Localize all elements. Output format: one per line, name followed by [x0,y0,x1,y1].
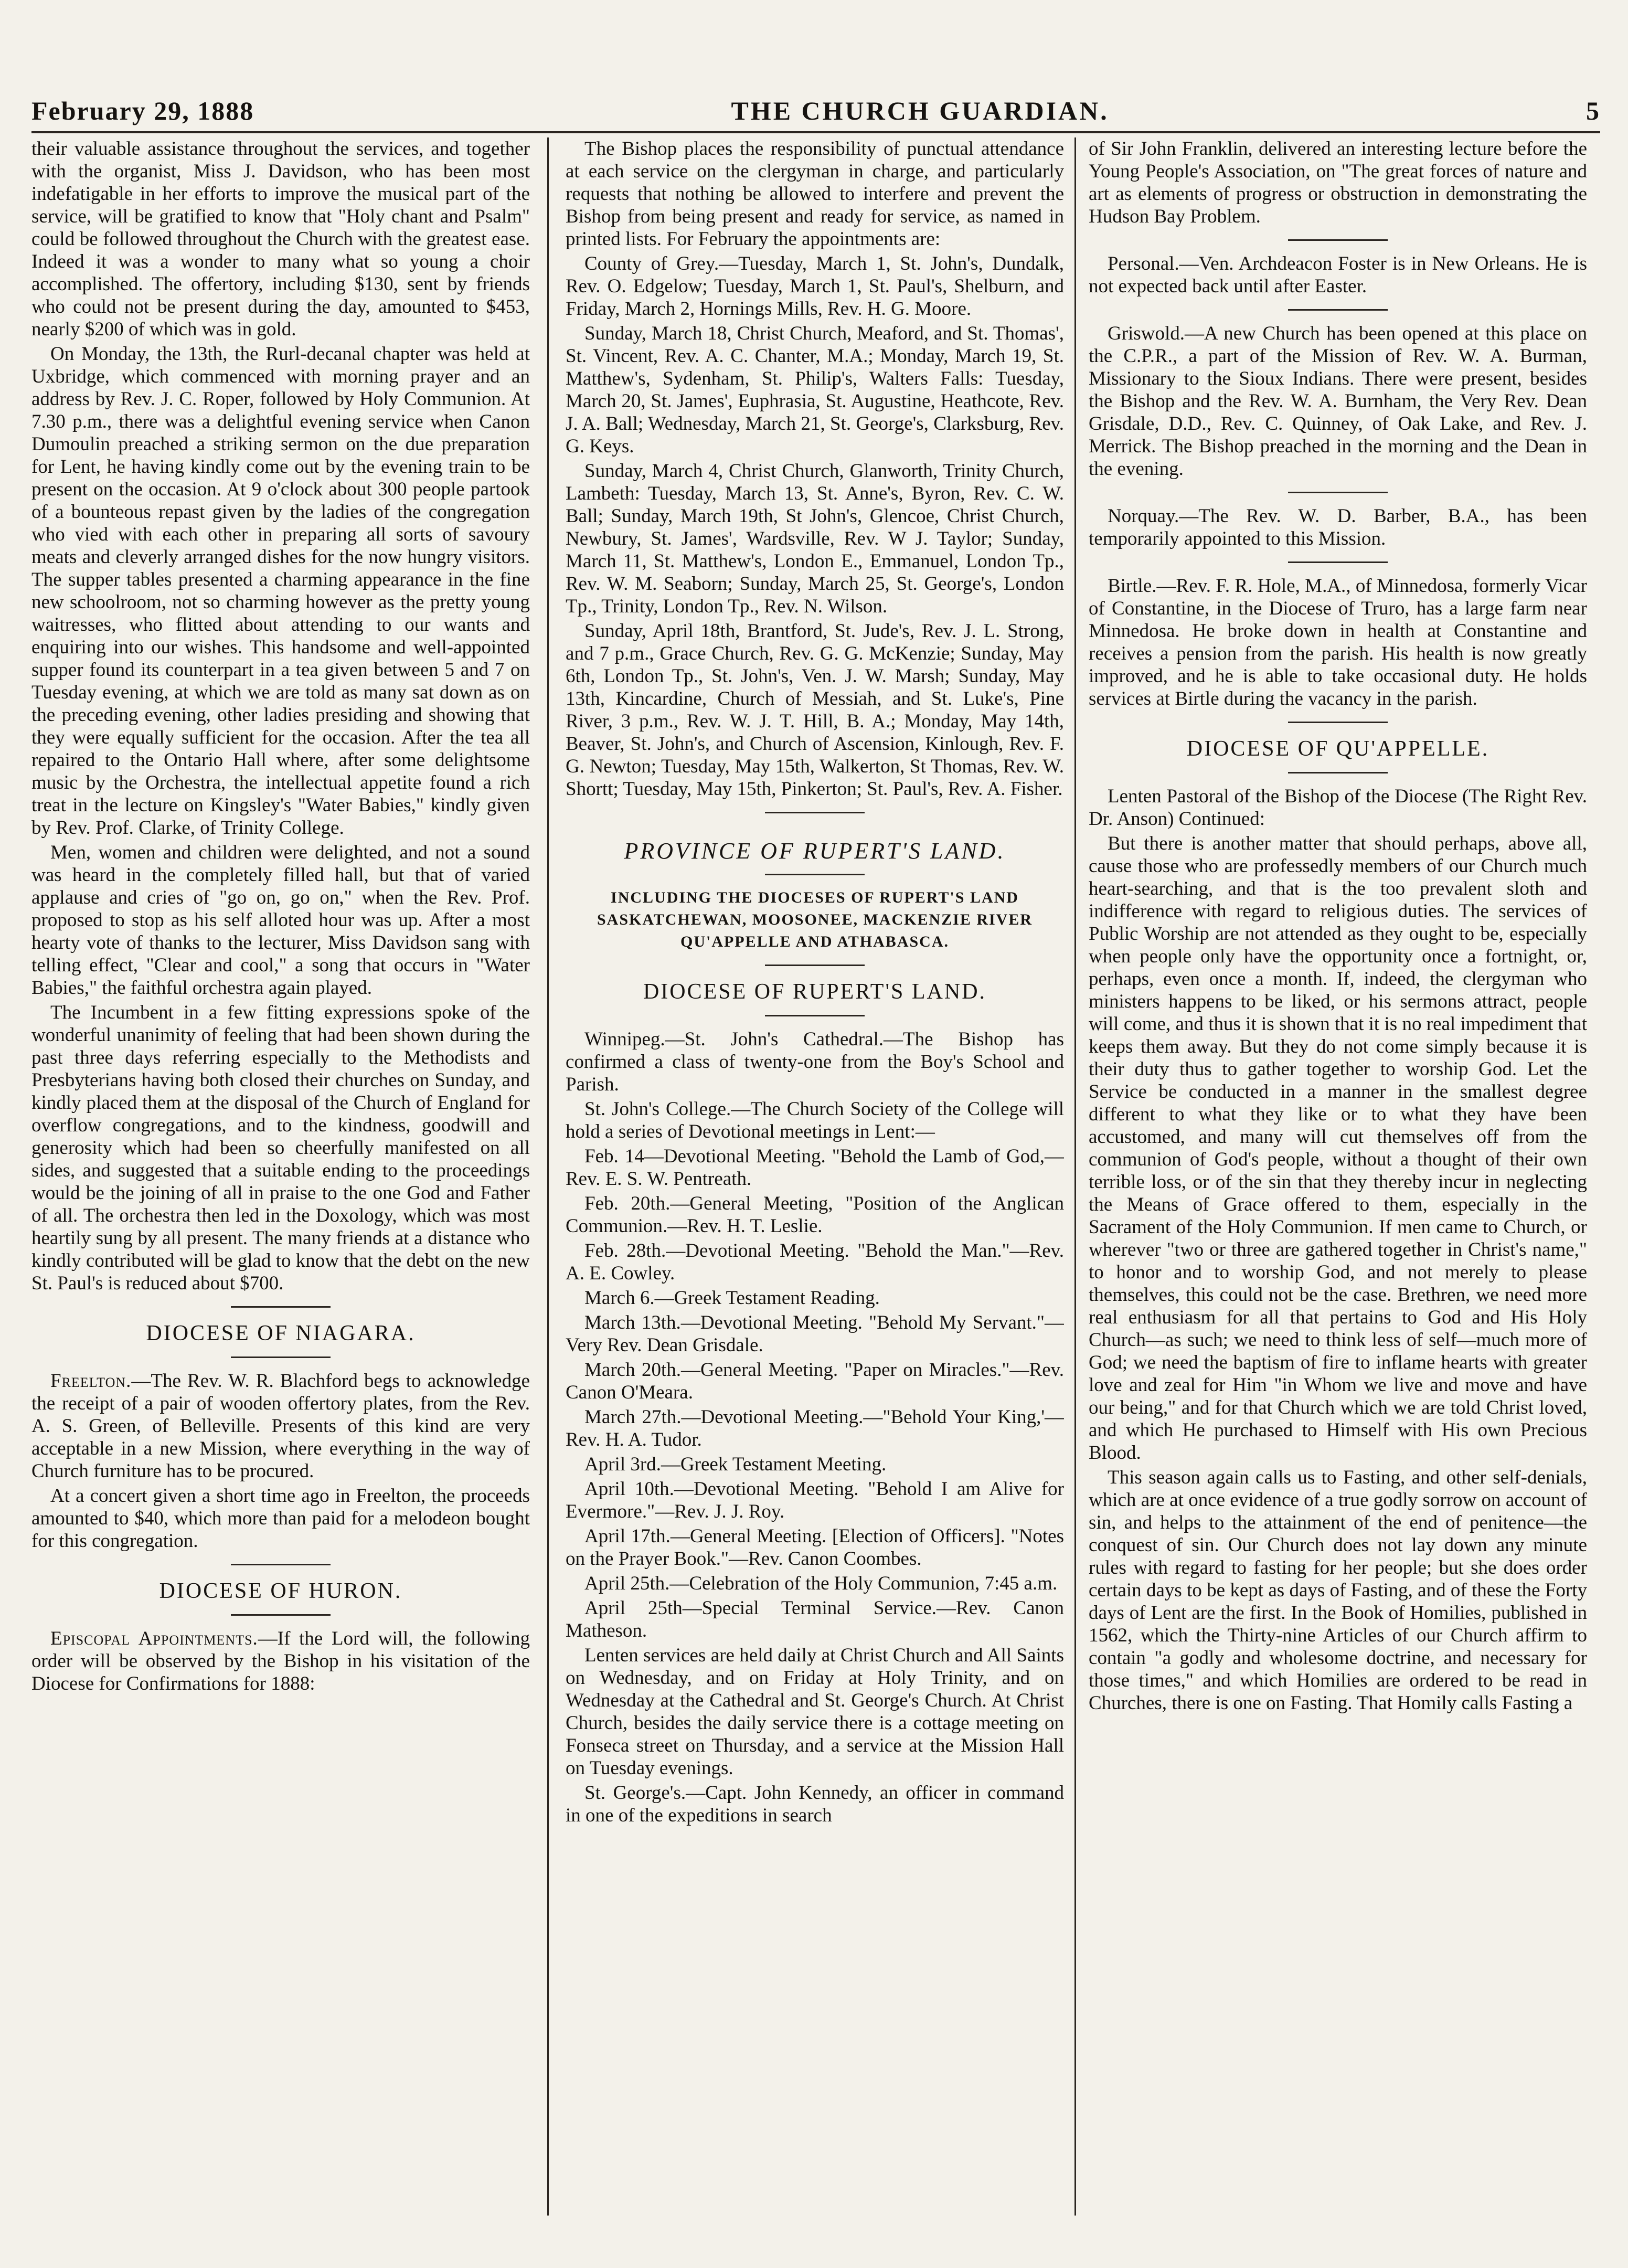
section-heading-ruperts-land: DIOCESE OF RUPERT'S LAND. [643,980,987,1004]
list-item: April 10th.—Devotional Meeting. "Behold I am Alive for Evermore."—Rev. J. J. Roy. [566,1478,1064,1522]
paragraph: Sunday, March 18, Christ Church, Meaford, and St. Thomas', St. Vincent, Rev. A. C. Chanter, M.A.; Monday, March 19, St. Matthew's, Sydenham, St. Philip's, Walters Falls: Tuesday, March 20, St. James', Euphrasia, St. Augustine, Heathcote, Rev. J. A. Ball; Wednesday, March 21, St. George's, Clarksburg, Rev. G. Keys. [566,323,1064,457]
list-item: March 13th.—Devotional Meeting. "Behold My Servant."—Very Rev. Dean Grisdale. [566,1312,1064,1356]
section-rule [765,965,865,966]
lead-in: Episcopal Appointments. [50,1628,258,1649]
paragraph: But there is another matter that should perhaps, above all, cause those who are professedly members of our Church much heart-searching, and that is the too prevalent sloth and indifference with regard to religious duties. The services of Public Worship are not attended as they ought to be, especially when people only have the opportunity once a fortnight, or, perhaps, even once a month. If, indeed, the clergyman who ministers happens to be liked, or his sermons attract, people will come, and thus it is shown that it is no real impediment that keeps them away. But they do not come simply because it is their duty thus to gather together to worship God. Let the Service be conducted in a manner in the smallest degree different to what they like or to what they have been accustomed, and many will cut themselves off from the communion of God's people, without a thought of their own terrible loss, or of the sin that they thereby incur in neglecting the Means of Grace offered to them, especially in the Sacrament of the Holy Communion. If men came to Church, or wherever "two or three are gathered together in Christ's name," to honor and to worship God, and not merely to please themselves, this could not be the case. Brethren, we need more real enthusiasm for all that pertains to God and His Holy Church—as such; we need to think less of self—much more of God; we need the baptism of fire to inflame hearts with greater love and zeal for Him "in Whom we live and move and have our being," and for that Church which we are told Christ loved, and which He purchased to Himself with His own Precious Blood. [1089,833,1587,1464]
list-item: March 27th.—Devotional Meeting.—"Behold Your King,'—Rev. H. A. Tudor. [566,1406,1064,1450]
section-heading-niagara: DIOCESE OF NIAGARA. [146,1321,416,1345]
paragraph: Winnipeg.—St. John's Cathedral.—The Bishop has confirmed a class of twenty-one from the Boy's School and Parish. [566,1029,1064,1095]
paragraph: Sunday, March 4, Christ Church, Glanworth, Trinity Church, Lambeth: Tuesday, March 13, St. Anne's, Byron, Rev. C. W. Ball; Sunday, March 19th, St John's, Glencoe, Christ Church, Newbury, St. James', Wardsville, Rev. W J. Taylor; Sunday, March 11, St. Matthew's, London E., Emmanuel, London Tp., Rev. W. M. Seaborn; Sunday, March 25, St. George's, London Tp., Trinity, London Tp., Rev. N. Wilson. [566,460,1064,617]
section-heading-huron: DIOCESE OF HURON. [159,1579,402,1603]
province-heading: PROVINCE OF RUPERT'S LAND. [624,838,1006,864]
list-item: April 3rd.—Greek Testament Meeting. [584,1454,887,1475]
paragraph: Birtle.—Rev. F. R. Hole, M.A., of Minnedosa, formerly Vicar of Constantine, in the Diocese of Truro, has a large farm near Minnedosa. He broke down in health at Constantine and receives a pension from the parish. His health is now greatly improved, and he is able to take occasional duty. He holds services at Birtle during the vacancy in the parish. [1089,575,1587,709]
section-rule [231,1356,331,1358]
paragraph: St. George's.—Capt. John Kennedy, an officer in command in one of the expeditions in search [566,1782,1064,1826]
paragraph: their valuable assistance throughout the services, and together with the organist, Miss J. Davidson, who has been most indefatigable in her efforts to improve the musical part of the service, will be gratified to know that "Holy chant and Psalm" could be followed throughout the Church with the greatest ease. Indeed it was a wonder to many what so young a choir accomplished. The offertory, including $130, sent by friends who could not be present during the day, amounted to $453, nearly $200 of which was in gold. [31,138,530,340]
paragraph: Personal.—Ven. Archdeacon Foster is in New Orleans. He is not expected back until after Easter. [1089,253,1587,297]
paragraph: County of Grey.—Tuesday, March 1, St. John's, Dundalk, Rev. O. Edgelow; Tuesday, March 1, St. Paul's, Shelburn, and Friday, March 2, Hornings Mills, Rev. H. G. Moore. [566,253,1064,320]
paragraph: Sunday, April 18th, Brantford, St. Jude's, Rev. J. L. Strong, and 7 p.m., Grace Church, Rev. G. G. McKenzie; Sunday, May 6th, London Tp., St. John's, Ven. J. W. Marsh; Sunday, May 13th, Kincardine, Church of Messiah, and St. Luke's, Pine River, 3 p.m., Rev. W. J. T. Hill, B. A.; Monday, May 14th, Beaver, St. John's, and Church of Ascension, Kinlough, Rev. F. G. Newton; Tuesday, May 15th, Walkerton, St Thomas, Rev. W. Shortt; Tuesday, May 15th, Pinkerton; St. Paul's, Rev. A. Fisher. [566,620,1064,800]
section-rule [765,874,865,875]
column-1 [31,137,530,2247]
list-item: March 6.—Greek Testament Reading. [584,1287,880,1309]
list-item: April 25th—Special Terminal Service.—Rev. Canon Matheson. [566,1597,1064,1641]
section-rule [231,1306,331,1308]
section-rule [1288,772,1388,773]
list-item: Feb. 20th.—General Meeting, "Position of the Anglican Communion.—Rev. H. T. Leslie. [566,1193,1064,1237]
section-rule [231,1614,331,1616]
paragraph: Norquay.—The Rev. W. D. Barber, B.A., has been temporarily appointed to this Mission. [1089,505,1587,549]
paragraph: Lenten services are held daily at Christ Church and All Saints on Wednesday, and on Friday at Holy Trinity, and on Wednesday at the Cathedral and St. George's Church. At Christ Church, besides the daily service there is a cottage meeting on Fonseca street on Thursday, and a service at the Mission Hall on Tuesday evenings. [566,1645,1064,1779]
paragraph: At a concert given a short time ago in Freelton, the proceeds amounted to $40, which more than paid for a melodeon bought for this congregation. [31,1485,530,1552]
paragraph: The Bishop places the responsibility of punctual attendance at each service on the clergyman in charge, and particularly requests that nothing be allowed to interfere and prevent the Bishop from being present and ready for service, as named in printed lists. For February the appointments are: [566,138,1064,250]
province-subheading: INCLUDING THE DIOCESES OF RUPERT'S LAND SASKATCHEWAN, MOOSONEE, MACKENZIE RIVER QU'APPELLE AND ATHABASCA. [597,889,1033,950]
page-number: 5 [1586,96,1600,125]
header-date: February 29, 1888 [31,96,254,125]
list-item: Feb. 14—Devotional Meeting. "Behold the Lamb of God,—Rev. E. S. W. Pentreath. [566,1146,1064,1190]
list-item: March 20th.—General Meeting. "Paper on Miracles."—Rev. Canon O'Meara. [566,1359,1064,1403]
place-name: Freelton. [50,1370,132,1392]
paragraph: —If the Lord will, the following order will be observed by the Bishop in his visitation of the Diocese for Confirmations for 1888: [31,1628,530,1694]
paragraph: This season again calls us to Fasting, and other self-denials, which are at once evidence of a true godly sorrow on account of sin, and helps to the attainment of the end of penitence—the conquest of sin. Our Church does not lay down any minute rules with regard to fasting for her people; but she does order certain days to be kept as days of Fasting, and of these the Forty days of Lent are the first. In the Book of Homilies, published in 1562, which the Thirty-nine Articles of our Church affirm to contain "a godly and wholesome doctrine, and necessary for those times," and which Homilies are ordered to be read in Churches, there is one on Fasting. That Homily calls Fasting a [1089,1467,1587,1714]
section-rule [1288,492,1388,493]
newspaper-title: THE CHURCH GUARDIAN. [731,96,1109,125]
section-rule [765,812,865,813]
paragraph: St. John's College.—The Church Society of the College will hold a series of Devotional meetings in Lent:— [566,1098,1064,1142]
section-rule [231,1564,331,1565]
section-rule [765,1015,865,1016]
paragraph: Lenten Pastoral of the Bishop of the Diocese (The Right Rev. Dr. Anson) Continued: [1089,786,1587,830]
column-divider [547,137,549,2216]
paragraph: Griswold.—A new Church has been opened at this place on the C.P.R., a part of the Mission of Rev. W. A. Burman, Missionary to the Sioux Indians. There were present, besides the Bishop and the Rev. W. A. Burnham, the Very Rev. Dean Grisdale, D.D., Rev. C. Quinney, of Oak Lake, and Rev. J. Merrick. The Bishop preached in the morning and the Dean in the evening. [1089,323,1587,480]
paragraph: On Monday, the 13th, the Rurl-decanal chapter was held at Uxbridge, which commenced with morning prayer and an address by Rev. J. C. Roper, followed by Holy Communion. At 7.30 p.m., there was a delightful evening service when Canon Dumoulin preached a striking sermon on the due preparation for Lent, he having kindly come out by the evening train to be present on the occasion. At 9 o'clock about 300 people partook of a bounteous repast given by the ladies of the congregation who vied with each other in preparing all sorts of savoury meats and cleverly arranged dishes for the now hungry visitors. The supper tables presented a charming appearance in the fine new schoolroom, not so charming however as the pretty young waitresses, who flitted about attending to our wants and enquiring into our wishes. This handsome and well-appointed supper found its counterpart in a tea given between 5 and 7 on Tuesday evening, at which we are told as many sat down as on the preceding evening, other ladies presiding and showing that they were equally sufficient for the occasion. After the tea all repaired to the Ontario Hall where, after some delightsome music by the Orchestra, the intellectual appetite found a rich treat in the lecture on Kingsley's "Water Babies," kindly given by Rev. Prof. Clarke, of Trinity College. [31,343,530,839]
column-2 [566,137,1064,2247]
section-rule [1288,239,1388,241]
column-divider [1074,137,1076,2216]
list-item: Feb. 28th.—Devotional Meeting. "Behold the Man."—Rev. A. E. Cowley. [566,1240,1064,1284]
list-item: April 25th.—Celebration of the Holy Communion, 7:45 a.m. [584,1573,1058,1594]
section-heading-quappelle: DIOCESE OF QU'APPELLE. [1186,737,1489,761]
paragraph: —The Rev. W. R. Blachford begs to acknowledge the receipt of a pair of wooden offertory plates, from the Rev. A. S. Green, of Belleville. Presents of this kind are very acceptable in a new Mission, where everything in the way of Church furniture has to be procured. [31,1370,530,1482]
section-rule [1288,722,1388,723]
column-3 [1089,137,1587,2247]
section-rule [1288,561,1388,563]
paragraph: Men, women and children were delighted, and not a sound was heard in the completely filled hall, but that of varied applause and cries of "go on, go on," when the Rev. Prof. proposed to stop as his self alloted hour was up. After a most hearty vote of thanks to the lecturer, Miss Davidson sang with telling effect, "Clear and cool," a song that occurs in "Water Babies," the faithful orchestra again played. [31,842,530,999]
paragraph: of Sir John Franklin, delivered an interesting lecture before the Young People's Association, on "The great forces of nature and art as elements of progress or obstruction in demonstrating the Hudson Bay Problem. [1089,138,1587,227]
list-item: April 17th.—General Meeting. [Election of Officers]. "Notes on the Prayer Book."—Rev. Canon Coombes. [566,1525,1064,1570]
section-rule [1288,309,1388,311]
page-header [31,79,1600,133]
paragraph: The Incumbent in a few fitting expressions spoke of the wonderful unanimity of feeling that had been shown during the past three days referring especially to the Methodists and Presbyterians having both closed their churches on Sunday, and kindly placed them at the disposal of the Church of England for overflow congregations, and to the kindness, goodwill and generosity which had been so cheerfully manifested on all sides, and suggested that a suitable ending to the proceedings would be the joining of all in praise to the one God and Father of all. The orchestra then led in the Doxology, which was most heartily sung by all present. The many friends at a distance who kindly contributed will be glad to know that the debt on the new St. Paul's is reduced about $700. [31,1002,530,1294]
